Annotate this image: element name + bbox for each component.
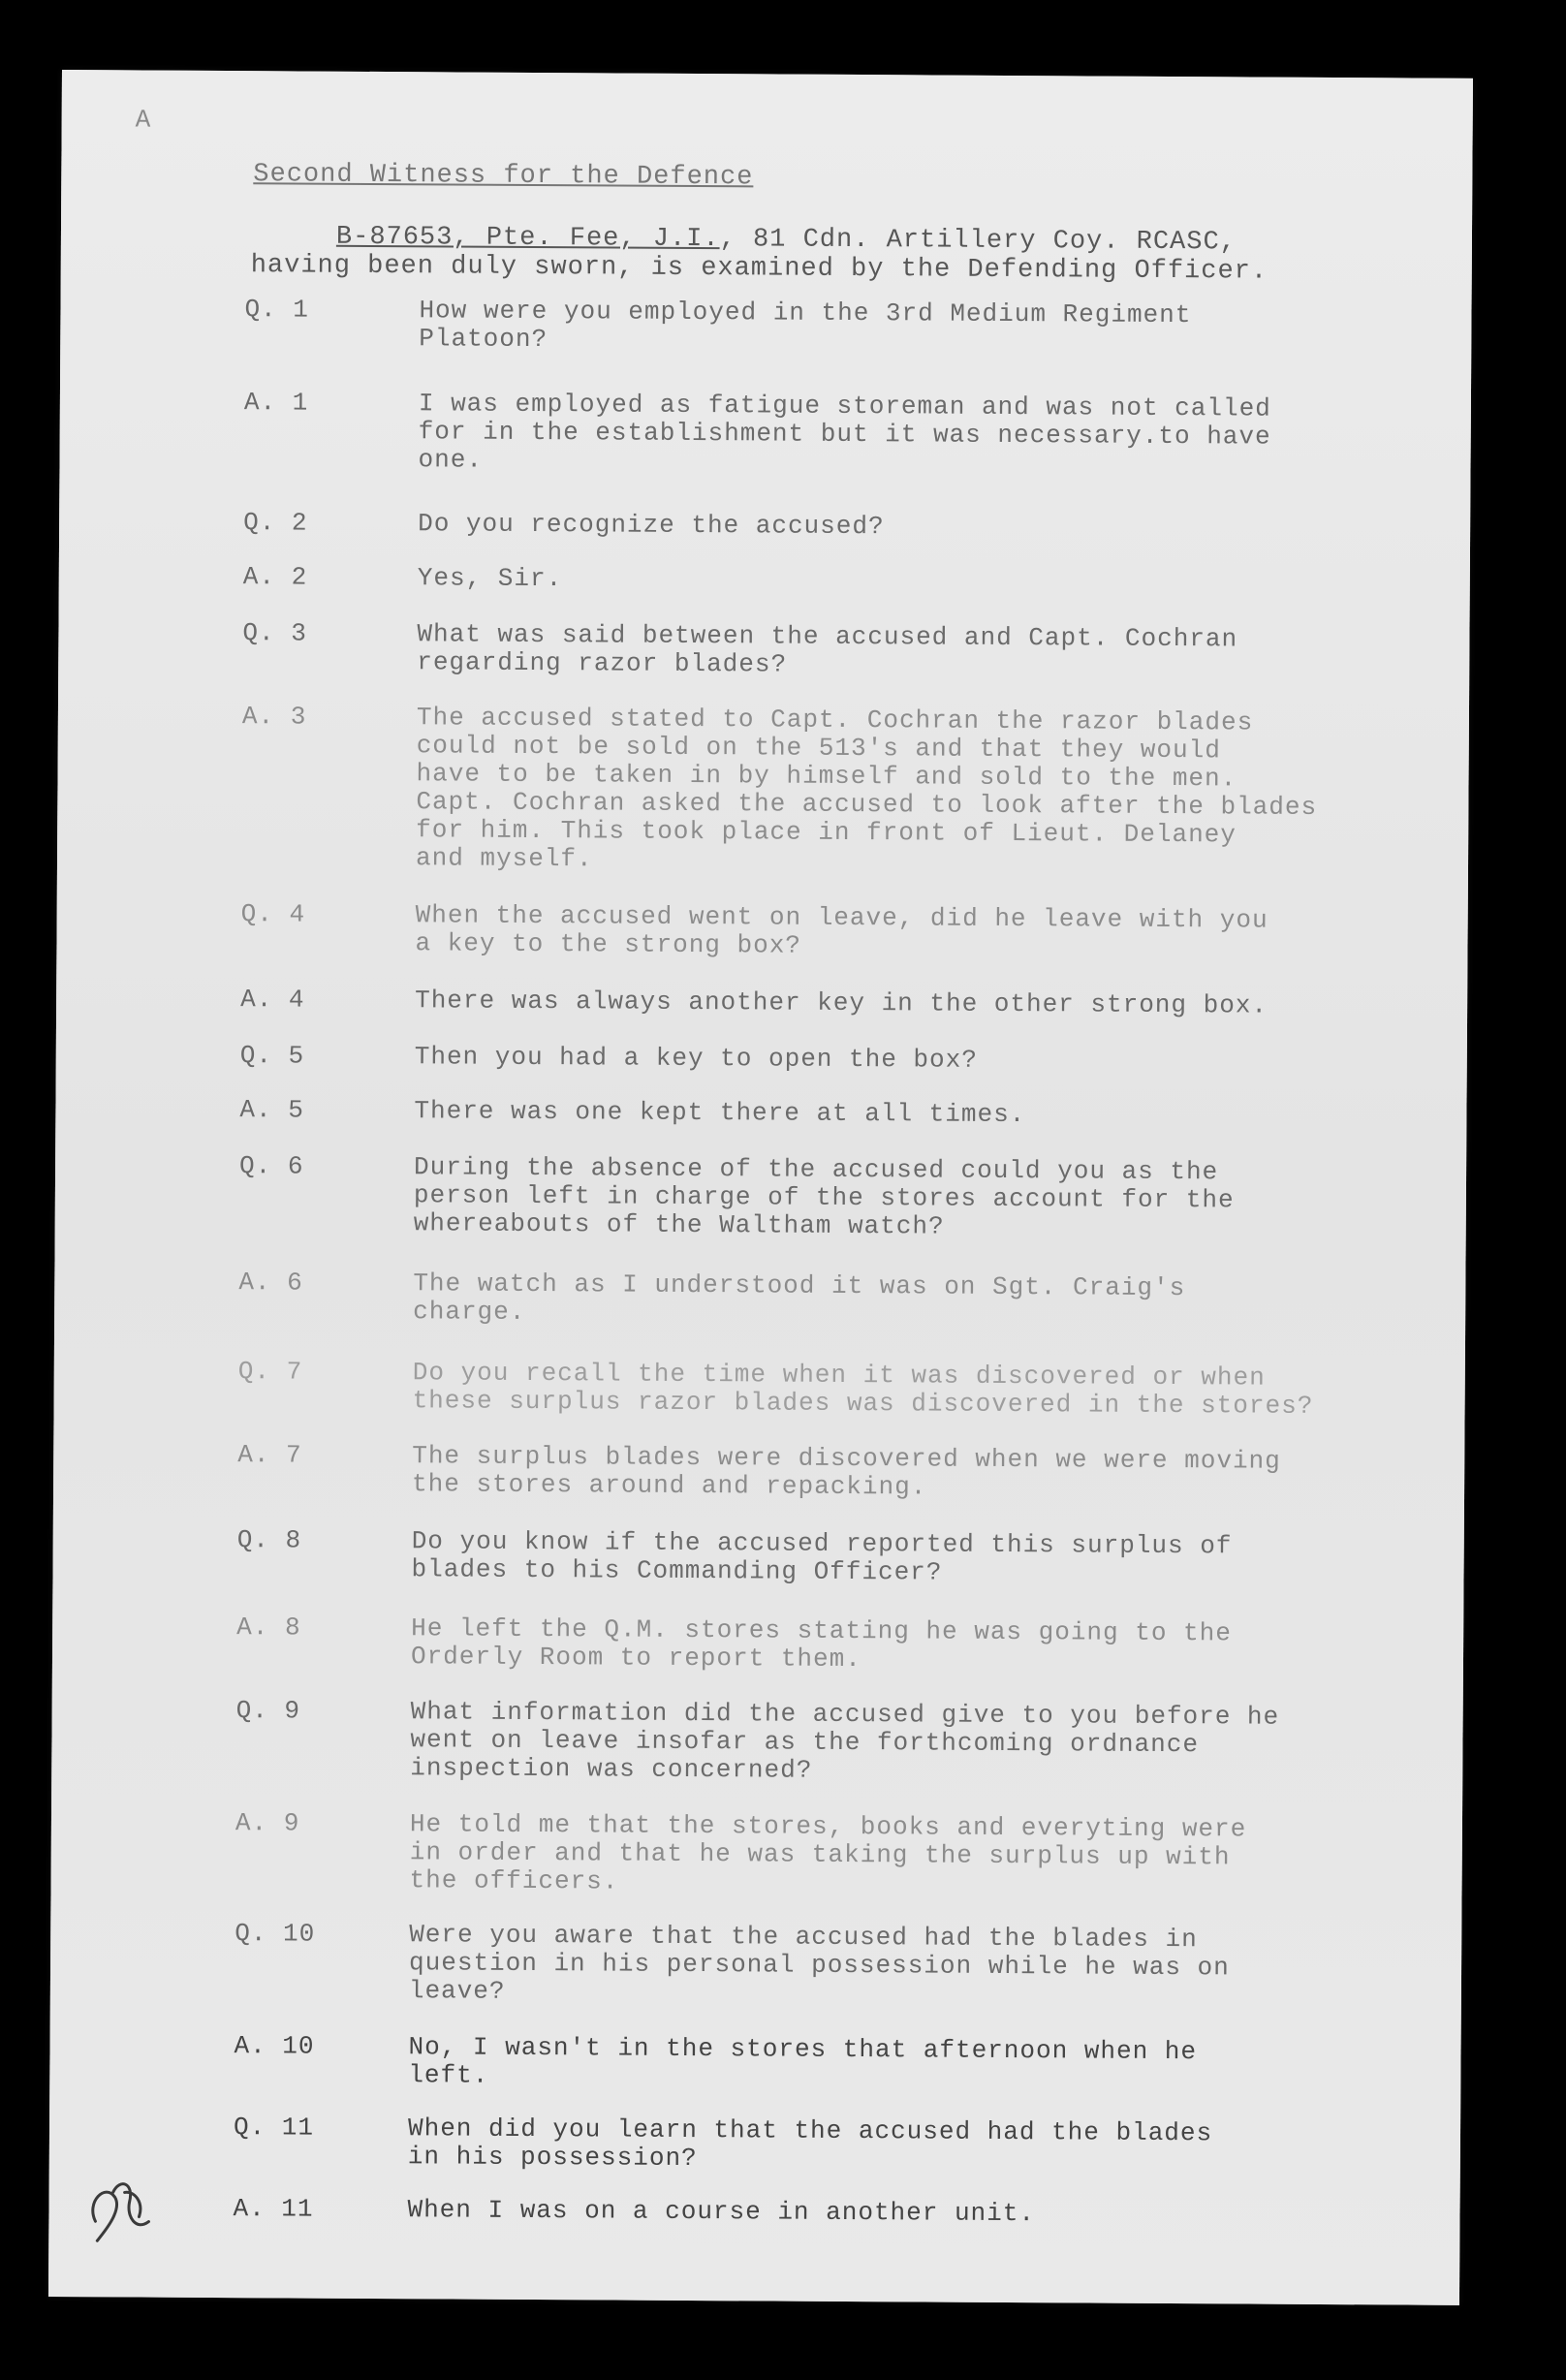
- qa-text: There was always another key in the other strong box.: [415, 986, 1268, 1020]
- qa-label: Q. 10: [235, 1919, 316, 1949]
- qa-label: A. 3: [241, 702, 307, 732]
- qa-label: Q. 7: [237, 1357, 303, 1387]
- qa-text: When the accused went on leave, did he leave with you a key to the strong box?: [415, 900, 1268, 960]
- qa-item: [55, 1151, 1466, 1241]
- qa-label: A. 8: [236, 1613, 301, 1643]
- qa-text: He told me that the stores, books and everyting were in order and that he was taking the surplus up with the officers.: [409, 1809, 1247, 1896]
- qa-text: Do you know if the accused reported this surplus of blades to his Commanding Officer?: [411, 1526, 1233, 1587]
- witness-ref: B-87653, Pte. Fee, J.I.: [335, 222, 720, 255]
- qa-item: [58, 702, 1469, 874]
- qa-item: [60, 388, 1471, 475]
- qa-label: Q. 4: [240, 899, 306, 929]
- page-title: Second Witness for the Defence: [253, 160, 754, 193]
- qa-text: The surplus blades were discovered when we were moving the stores around and repacking.: [412, 1441, 1281, 1502]
- qa-text: Do you recall the time when it was discovered or when these surplus razor blades was discovered in the stores?: [412, 1358, 1314, 1421]
- qa-text: No, I wasn't in the stores that afternoon when he left.: [408, 2032, 1198, 2090]
- qa-item: [49, 2113, 1460, 2174]
- qa-item: [50, 2031, 1461, 2090]
- qa-label: A. 5: [239, 1095, 304, 1125]
- qa-item: [53, 1525, 1464, 1587]
- qa-label: A. 9: [235, 1808, 300, 1838]
- qa-label: Q. 5: [239, 1041, 305, 1071]
- qa-text: He left the Q.M. stores stating he was going to the Orderly Room to report them.: [410, 1613, 1232, 1675]
- qa-label: A. 4: [240, 985, 305, 1015]
- qa-text: How were you employed in the 3rd Medium Regiment Platoon?: [419, 296, 1192, 355]
- qa-label: A. 6: [238, 1268, 303, 1298]
- qa-text: There was one kept there at all times.: [414, 1096, 1026, 1130]
- qa-text: Then you had a key to open the box?: [414, 1042, 978, 1075]
- corner-mark: A: [135, 105, 151, 135]
- qa-text: The watch as I understood it was on Sgt. Craig's charge.: [413, 1268, 1186, 1327]
- qa-item: [59, 618, 1470, 679]
- initials-signature: [76, 2163, 164, 2251]
- qa-item: [52, 1613, 1463, 1675]
- qa-item: [51, 1808, 1462, 1896]
- qa-item: [61, 295, 1472, 355]
- qa-label: A. 1: [243, 388, 309, 418]
- qa-text: I was employed as fatigue storeman and was not called for in the establishment but it was necessary.to have one.: [418, 389, 1271, 475]
- qa-label: A. 2: [242, 562, 308, 592]
- qa-text: Do you recognize the accused?: [418, 509, 885, 542]
- qa-item: [49, 2194, 1460, 2229]
- witness-intro: [251, 222, 1356, 287]
- qa-item: [57, 899, 1468, 960]
- qa-item: [54, 1268, 1465, 1327]
- qa-text: During the absence of the accused could you as the person left in charge of the stores account for the whereabouts of the Waltham watch?: [413, 1152, 1235, 1241]
- qa-label: A. 7: [237, 1440, 302, 1470]
- qa-label: Q. 8: [236, 1525, 302, 1555]
- qa-label: Q. 9: [235, 1696, 301, 1726]
- qa-item: [56, 1041, 1467, 1075]
- qa-item: [54, 1357, 1465, 1421]
- document-page: [48, 70, 1473, 2305]
- qa-item: [52, 1696, 1463, 1785]
- qa-label: Q. 11: [233, 2113, 315, 2143]
- qa-item: [59, 562, 1470, 594]
- qa-text: What information did the accused give to you before he went on leave insofar as the forthcoming ordnance inspection was concerned?: [410, 1697, 1280, 1785]
- intro-line-2: having been duly sworn, is examined by the Defending Officer.: [250, 251, 1268, 287]
- qa-item: [56, 985, 1467, 1020]
- qa-text: Yes, Sir.: [417, 563, 563, 594]
- qa-item: [53, 1440, 1464, 1502]
- qa-text: Were you aware that the accused had the blades in question in his personal possession while he was on leave?: [408, 1920, 1230, 2006]
- qa-text: What was said between the accused and Capt. Cochran regarding razor blades?: [417, 619, 1238, 679]
- qa-text: When I was on a course in another unit.: [407, 2195, 1036, 2229]
- qa-text: The accused stated to Capt. Cochran the razor blades could not be sold on the 513's and that they would have to be taken in by himself and sold to the men. Capt. Cochran asked the accused to look after the blades for him. This took place in front of Lieut. Delaney and myself.: [415, 703, 1318, 874]
- qa-label: Q. 3: [242, 618, 307, 648]
- qa-item: [59, 508, 1470, 542]
- qa-label: A. 11: [233, 2194, 314, 2224]
- qa-text: When did you learn that the accused had the blades in his possession?: [407, 2114, 1213, 2174]
- qa-item: [50, 1919, 1461, 2006]
- qa-label: Q. 6: [239, 1151, 304, 1181]
- qa-label: Q. 2: [243, 508, 308, 538]
- qa-item: [56, 1095, 1467, 1130]
- qa-label: A. 10: [234, 2031, 315, 2061]
- qa-label: Q. 1: [244, 295, 310, 325]
- witness-unit: , 81 Cdn. Artillery Coy. RCASC,: [719, 225, 1237, 258]
